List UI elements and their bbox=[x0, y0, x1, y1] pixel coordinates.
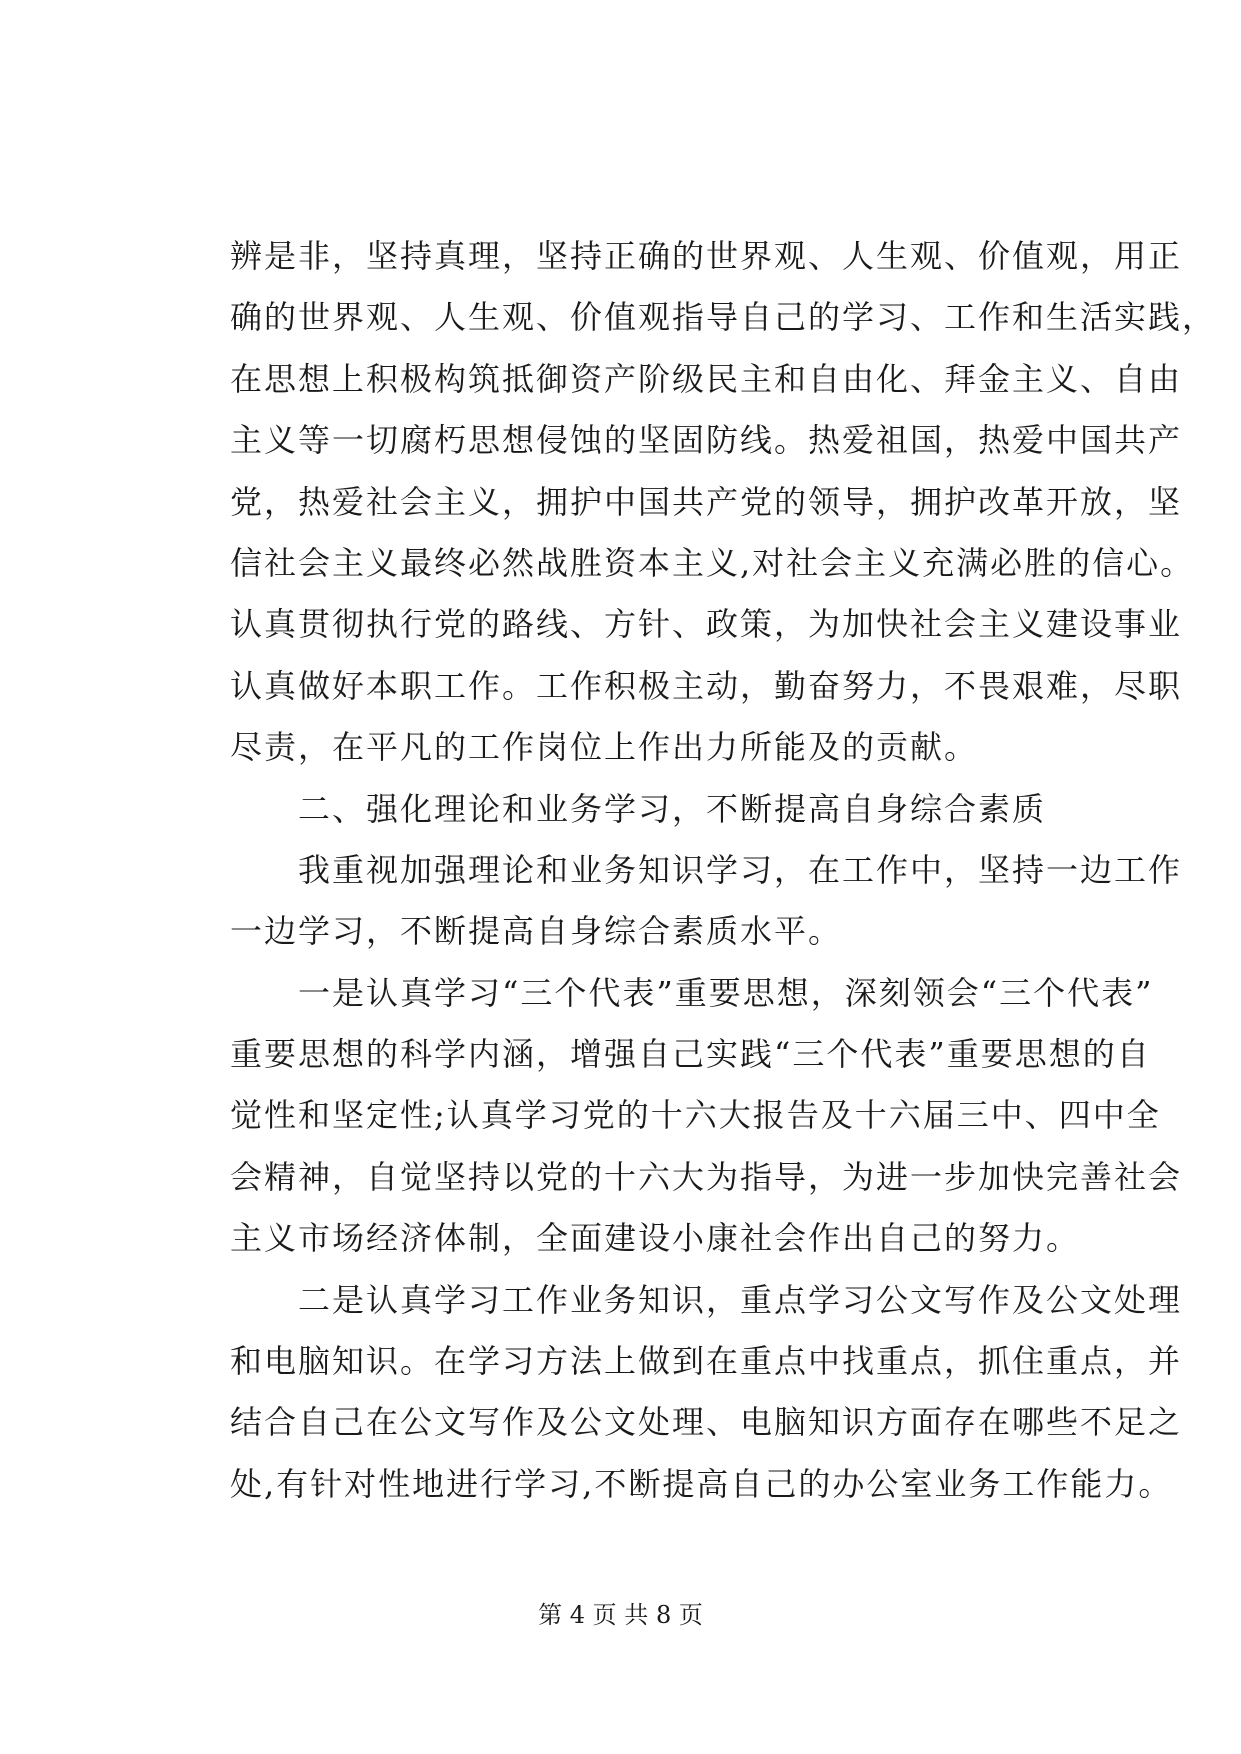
text-line: 一边学习，不断提高自身综合素质水平。 bbox=[230, 912, 843, 951]
text-line: 主义等一切腐朽思想侵蚀的坚固防线。热爱祖国，热爱中国共产 bbox=[230, 421, 1183, 460]
text-line: 认真做好本职工作。工作积极主动，勤奋努力，不畏艰难，尽职 bbox=[230, 666, 1183, 705]
text-line: 结合自己在公文写作及公文处理、电脑知识方面存在哪些不足之 bbox=[230, 1403, 1183, 1442]
text-line: 认真贯彻执行党的路线、方针、政策，为加快社会主义建设事业 bbox=[230, 605, 1183, 644]
text-line: 会精神，自觉坚持以党的十六大为指导，为进一步加快完善社会 bbox=[230, 1157, 1183, 1196]
text-line: 二、强化理论和业务学习，不断提高自身综合素质 bbox=[230, 789, 1047, 828]
text-line: 一是认真学习“三个代表”重要思想，深刻领会“三个代表” bbox=[230, 973, 1154, 1012]
text-line: 党，热爱社会主义，拥护中国共产党的领导，拥护改革开放，坚 bbox=[230, 482, 1183, 521]
text-line: 处,有针对性地进行学习,不断提高自己的办公室业务工作能力。 bbox=[230, 1464, 1173, 1503]
text-line: 重要思想的科学内涵，增强自己实践“三个代表”重要思想的自 bbox=[230, 1035, 1151, 1074]
text-line: 觉性和坚定性;认真学习党的十六大报告及十六届三中、四中全 bbox=[230, 1096, 1161, 1135]
text-line: 确的世界观、人生观、价值观指导自己的学习、工作和生活实践， bbox=[230, 298, 1217, 337]
text-line: 尽责，在平凡的工作岗位上作出力所能及的贡献。 bbox=[230, 728, 979, 767]
text-line: 在思想上积极构筑抵御资产阶级民主和自由化、拜金主义、自由 bbox=[230, 359, 1183, 398]
text-line: 辨是非，坚持真理，坚持正确的世界观、人生观、价值观，用正 bbox=[230, 237, 1183, 275]
document-body bbox=[230, 226, 1217, 1515]
text-line: 二是认真学习工作业务知识，重点学习公文写作及公文处理 bbox=[230, 1280, 1183, 1319]
page-footer: 第 4 页 共 8 页 bbox=[538, 1601, 703, 1629]
text-line: 信社会主义最终必然战胜资本主义,对社会主义充满必胜的信心。 bbox=[230, 543, 1195, 582]
text-line: 主义市场经济体制，全面建设小康社会作出自己的努力。 bbox=[230, 1219, 1081, 1258]
text-line: 我重视加强理论和业务知识学习，在工作中，坚持一边工作 bbox=[230, 850, 1183, 889]
text-line: 和电脑知识。在学习方法上做到在重点中找重点，抓住重点，并 bbox=[230, 1342, 1183, 1381]
